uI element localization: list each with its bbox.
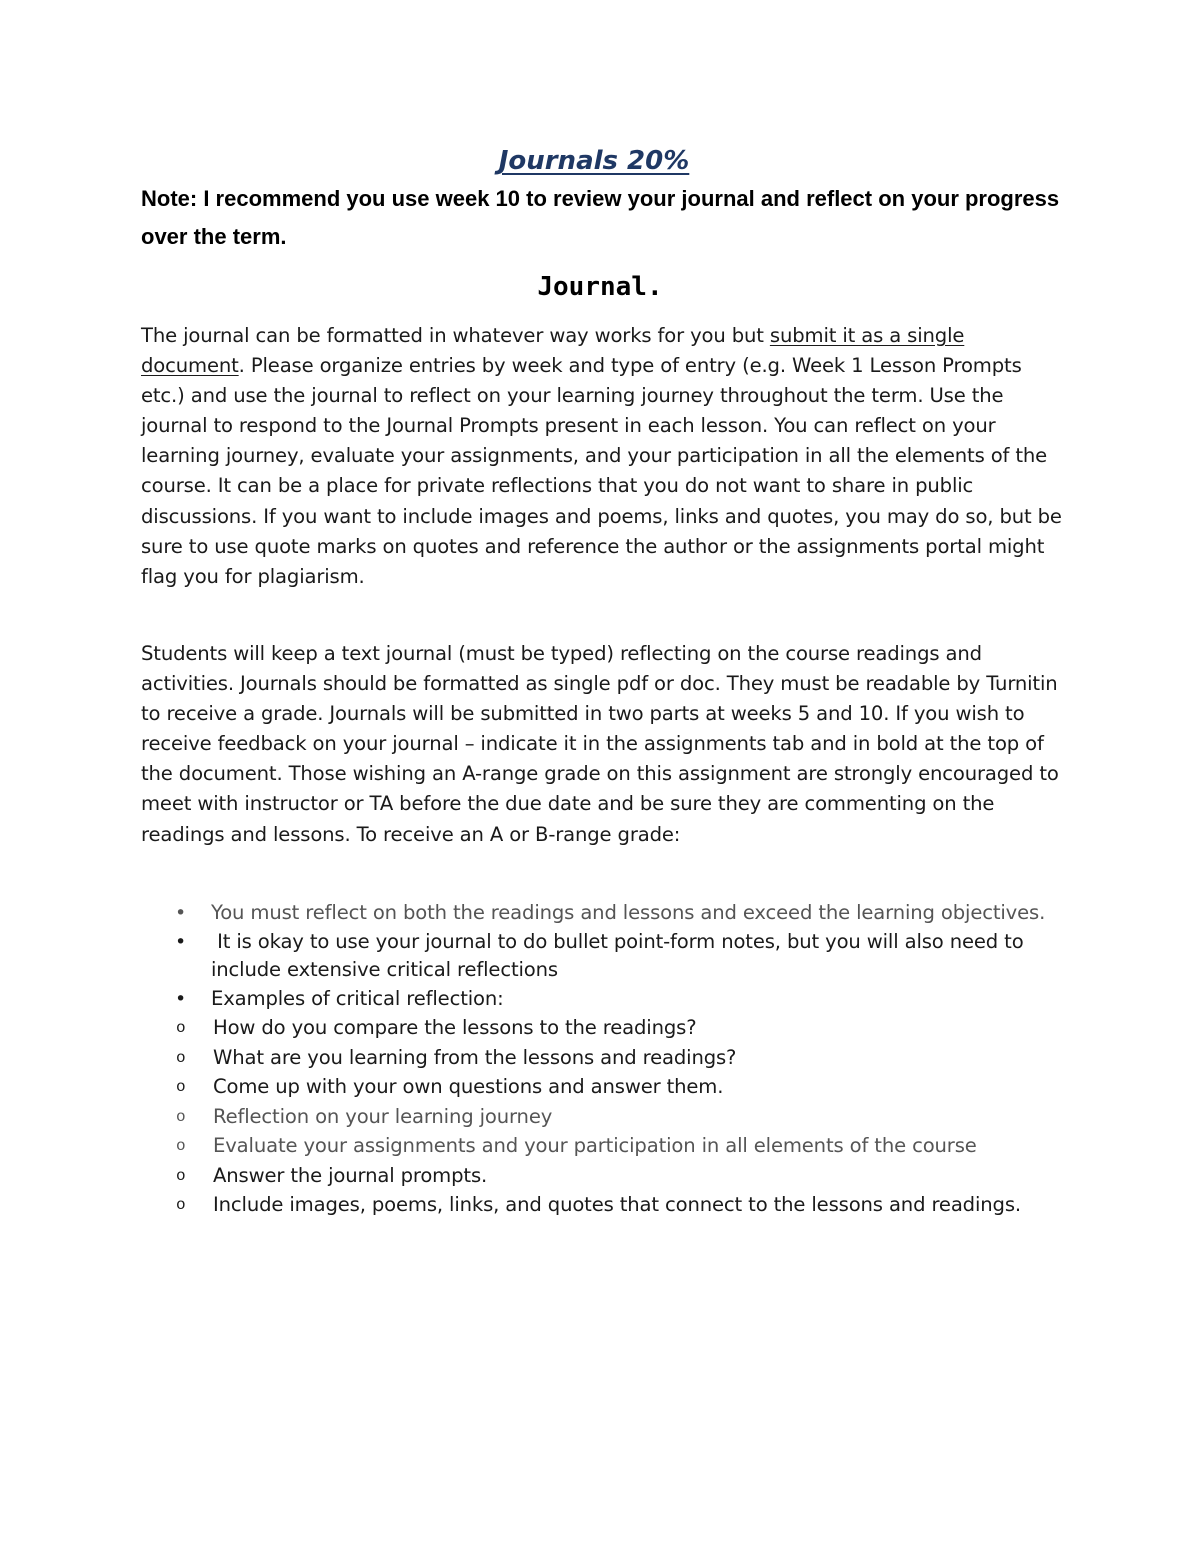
sub-list-item-text: What are you learning from the lessons and readings? xyxy=(213,1045,737,1069)
document-title xyxy=(0,143,1200,179)
sub-list-item-text: Answer the journal prompts. xyxy=(213,1163,488,1187)
grade-criteria-list xyxy=(141,899,1081,1220)
bullet-icon: • xyxy=(175,930,187,953)
sub-list-item-text: How do you compare the lessons to the readings? xyxy=(213,1016,697,1039)
sub-list-item xyxy=(141,1072,1081,1102)
list-item xyxy=(141,899,1081,928)
sub-list-item xyxy=(141,1161,1081,1191)
para1-text-before: The journal can be formatted in whatever way works for you but xyxy=(141,324,770,347)
sub-list-item xyxy=(141,1043,1081,1073)
note-paragraph: Note: I recommend you use week 10 to review your journal and reflect on your progress over the term. xyxy=(141,186,1060,249)
list-item xyxy=(141,928,1081,985)
list-item-text: You must reflect on both the readings and lessons and exceed the learning objectives. xyxy=(211,901,1046,924)
list-item-text: It is okay to use your journal to do bullet point-form notes, but you will also need to include extensive critical reflections xyxy=(211,929,1030,981)
list-item xyxy=(141,985,1081,1220)
sub-list-item xyxy=(141,1190,1081,1220)
sub-list-item-text: Reflection on your learning journey xyxy=(213,1104,553,1128)
circle-bullet-icon: o xyxy=(176,1166,186,1185)
sub-list-item xyxy=(141,1102,1081,1132)
circle-bullet-icon: o xyxy=(176,1137,186,1155)
circle-bullet-icon: o xyxy=(176,1107,186,1126)
circle-bullet-icon: o xyxy=(176,1196,186,1214)
sub-list-item xyxy=(141,1131,1081,1161)
sub-list-item-text: Come up with your own questions and answer them. xyxy=(213,1075,724,1098)
list-item-text: Examples of critical reflection: xyxy=(211,986,504,1010)
requirements-paragraph: Students will keep a text journal (must be typed) reflecting on the course readings and activities. Journals should be formatted as single pdf or doc. They must be readable by Turnitin to receive a grade. Journals will be submitted in two parts at weeks 5 and 10. If you wish to receive feedback on your journal – indicate it in the assignments tab and in bold at the top of the document. Those wishing an A-range grade on this assignment are strongly encouraged to meet with instructor or TA before the due date and be sure they are commenting on the readings and lessons. To receive an A or B-range grade: xyxy=(141,642,1059,846)
sub-list-item-text: Include images, poems, links, and quotes that connect to the lessons and readings. xyxy=(213,1193,1021,1216)
sub-list-item xyxy=(141,1013,1081,1043)
section-heading: Journal. xyxy=(537,272,663,302)
document-title-text: Journals 20% xyxy=(498,146,690,176)
journal-description-paragraph xyxy=(141,321,1071,592)
circle-bullet-icon: o xyxy=(176,1019,186,1037)
circle-bullet-icon: o xyxy=(176,1048,186,1067)
circle-bullet-icon: o xyxy=(176,1078,186,1096)
bullet-icon: • xyxy=(175,987,187,1010)
sub-list-item-text: Evaluate your assignments and your participation in all elements of the course xyxy=(213,1134,977,1157)
bullet-icon: • xyxy=(175,902,187,924)
critical-reflection-examples-list xyxy=(141,1013,1081,1220)
para1-underlined-text: submit it as a single document xyxy=(141,324,965,378)
para1-text-after: . Please organize entries by week and type of entry (e.g. Week 1 Lesson Prompts etc.) and use the journal to reflect on your learning journey throughout the term. Use the journal to respond to the Journal Prompts present in each lesson. You can reflect on your learning journey, evaluate your assignments, and your participation in all the elements of the course. It can be a place for private reflections that you do not want to share in public discussions. If you want to include images and poems, links and quotes, you may do so, but be sure to use quote marks on quotes and reference the author or the assignments portal might flag you for plagiarism. xyxy=(141,354,1062,588)
